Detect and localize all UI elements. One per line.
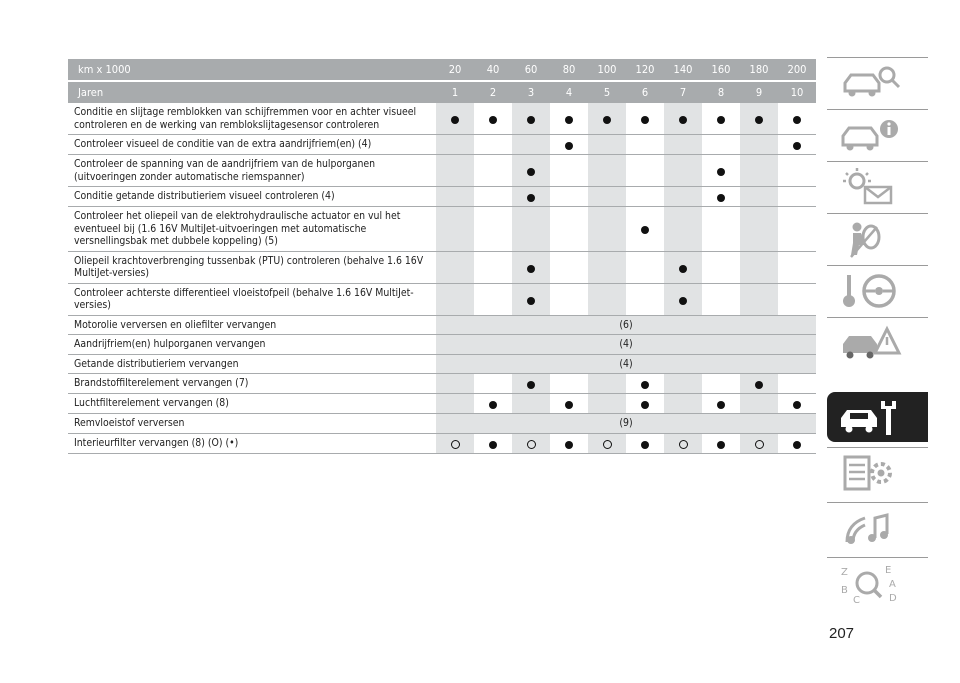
schedule-cell xyxy=(626,187,664,207)
header-value: 120 xyxy=(626,59,664,81)
required-dot-icon xyxy=(565,401,573,409)
car-wrench-icon xyxy=(837,397,907,437)
schedule-cell xyxy=(512,374,550,394)
svg-text:B: B xyxy=(841,585,848,596)
schedule-cell xyxy=(664,433,702,453)
schedule-cell xyxy=(512,207,550,252)
schedule-cell xyxy=(626,283,664,315)
required-dot-icon xyxy=(641,226,649,234)
header-value: 200 xyxy=(778,59,816,81)
schedule-cell xyxy=(778,374,816,394)
schedule-cell xyxy=(702,103,740,135)
required-dot-icon xyxy=(717,194,725,202)
schedule-cell xyxy=(778,103,816,135)
schedule-cell xyxy=(588,433,626,453)
schedule-cell xyxy=(664,155,702,187)
schedule-cell xyxy=(550,394,588,414)
schedule-cell xyxy=(778,155,816,187)
required-dot-icon xyxy=(717,168,725,176)
required-dot-icon xyxy=(679,265,687,273)
required-dot-icon xyxy=(489,441,497,449)
schedule-cell xyxy=(512,394,550,414)
schedule-cell xyxy=(436,283,474,315)
schedule-cell xyxy=(550,187,588,207)
header-value: 80 xyxy=(550,59,588,81)
optional-ring-icon xyxy=(451,440,460,449)
required-dot-icon xyxy=(793,441,801,449)
header-value: 160 xyxy=(702,59,740,81)
table-row xyxy=(68,315,816,335)
sidebar-tab-dashboard-info[interactable] xyxy=(827,109,928,160)
schedule-cell xyxy=(512,103,550,135)
required-dot-icon xyxy=(565,116,573,124)
schedule-cell xyxy=(664,207,702,252)
schedule-cell xyxy=(702,207,740,252)
svg-text:E: E xyxy=(885,565,892,576)
table-row xyxy=(68,103,816,135)
schedule-cell xyxy=(626,207,664,252)
schedule-cell xyxy=(702,433,740,453)
schedule-cell xyxy=(664,283,702,315)
svg-text:D: D xyxy=(889,593,897,603)
required-dot-icon xyxy=(565,142,573,150)
warning-light-message-icon xyxy=(837,167,907,207)
schedule-cell xyxy=(588,283,626,315)
schedule-cell xyxy=(588,374,626,394)
required-dot-icon xyxy=(527,116,535,124)
schedule-cell xyxy=(702,394,740,414)
header-value: 2 xyxy=(474,81,512,103)
schedule-cell xyxy=(778,283,816,315)
schedule-cell xyxy=(512,433,550,453)
schedule-cell xyxy=(588,103,626,135)
sidebar-tab-starting-driving[interactable] xyxy=(827,265,928,316)
schedule-cell xyxy=(778,207,816,252)
table-row xyxy=(68,374,816,394)
header-value: 1 xyxy=(436,81,474,103)
sidebar-tab-technical-specifications[interactable] xyxy=(827,447,928,498)
task-label: Controleer de spanning van de aandrijfriem van de hulporganen (uitvoeringen zonder automatische riemspanner) xyxy=(68,155,436,187)
schedule-cell xyxy=(626,433,664,453)
multimedia-icon xyxy=(837,508,907,548)
required-dot-icon xyxy=(527,381,535,389)
schedule-cell xyxy=(702,251,740,283)
header-value: 180 xyxy=(740,59,778,81)
sidebar-tab-vehicle-knowledge[interactable] xyxy=(827,57,928,108)
schedule-cell xyxy=(740,283,778,315)
table-row xyxy=(68,394,816,414)
table-row xyxy=(68,414,816,434)
required-dot-icon xyxy=(717,116,725,124)
optional-ring-icon xyxy=(755,440,764,449)
schedule-cell xyxy=(740,187,778,207)
required-dot-icon xyxy=(717,441,725,449)
schedule-cell xyxy=(702,374,740,394)
schedule-cell xyxy=(474,207,512,252)
schedule-cell xyxy=(588,187,626,207)
task-label: Controleer het oliepeil van de elektrohydraulische actuator en vul het eventueel bij (1.6 16V MultiJet-uitvoeringen met automatische versnellingsbak met dubbele koppeling) (5) xyxy=(68,207,436,252)
header-value: 8 xyxy=(702,81,740,103)
first-header-row xyxy=(68,59,816,81)
header-value: 3 xyxy=(512,81,550,103)
required-dot-icon xyxy=(755,116,763,124)
required-dot-icon xyxy=(755,381,763,389)
schedule-cell xyxy=(664,135,702,155)
schedule-cell xyxy=(740,103,778,135)
required-dot-icon xyxy=(527,168,535,176)
schedule-cell xyxy=(474,103,512,135)
required-dot-icon xyxy=(679,116,687,124)
schedule-cell xyxy=(664,187,702,207)
task-label: Motorolie verversen en oliefilter vervangen xyxy=(68,315,436,335)
interval-note: (6) xyxy=(436,315,816,335)
schedule-cell xyxy=(626,394,664,414)
schedule-cell xyxy=(664,103,702,135)
table-row xyxy=(68,335,816,355)
sidebar-tab-index[interactable] xyxy=(827,557,928,608)
table-row xyxy=(68,155,816,187)
header-value: 7 xyxy=(664,81,702,103)
required-dot-icon xyxy=(679,297,687,305)
schedule-cell xyxy=(588,251,626,283)
schedule-cell xyxy=(740,394,778,414)
required-dot-icon xyxy=(641,441,649,449)
schedule-cell xyxy=(512,251,550,283)
schedule-cell xyxy=(702,155,740,187)
schedule-cell xyxy=(474,251,512,283)
schedule-cell xyxy=(778,394,816,414)
schedule-cell xyxy=(512,187,550,207)
schedule-cell xyxy=(550,374,588,394)
table-row xyxy=(68,433,816,453)
optional-ring-icon xyxy=(527,440,536,449)
interval-note: (9) xyxy=(436,414,816,434)
header-value: 20 xyxy=(436,59,474,81)
schedule-cell xyxy=(474,135,512,155)
optional-ring-icon xyxy=(603,440,612,449)
required-dot-icon xyxy=(793,142,801,150)
schedule-cell xyxy=(512,135,550,155)
car-info-icon xyxy=(837,115,907,155)
second-header-row xyxy=(68,81,816,103)
schedule-cell xyxy=(474,283,512,315)
schedule-cell xyxy=(436,433,474,453)
required-dot-icon xyxy=(717,401,725,409)
schedule-cell xyxy=(626,155,664,187)
schedule-cell xyxy=(740,433,778,453)
schedule-cell xyxy=(626,135,664,155)
schedule-cell xyxy=(740,251,778,283)
key-steering-wheel-icon xyxy=(837,271,907,311)
required-dot-icon xyxy=(641,381,649,389)
svg-text:Z: Z xyxy=(841,567,848,578)
sidebar-tab-warning-lights[interactable] xyxy=(827,161,928,212)
required-dot-icon xyxy=(527,265,535,273)
required-dot-icon xyxy=(603,116,611,124)
schedule-cell xyxy=(588,207,626,252)
schedule-cell xyxy=(550,251,588,283)
task-label: Brandstoffilterelement vervangen (7) xyxy=(68,374,436,394)
schedule-cell xyxy=(474,394,512,414)
header-value: 4 xyxy=(550,81,588,103)
schedule-cell xyxy=(436,155,474,187)
task-label: Aandrijfriem(en) hulporganen vervangen xyxy=(68,335,436,355)
schedule-cell xyxy=(740,374,778,394)
sidebar-tab-safety[interactable] xyxy=(827,213,928,264)
svg-text:A: A xyxy=(889,579,896,590)
task-label: Controleer visueel de conditie van de extra aandrijfriem(en) (4) xyxy=(68,135,436,155)
alphabetical-index-icon xyxy=(837,563,907,603)
header-value: 9 xyxy=(740,81,778,103)
schedule-cell xyxy=(550,207,588,252)
schedule-cell xyxy=(626,251,664,283)
sidebar-tab-servicing-maintenance[interactable] xyxy=(827,392,928,442)
sidebar-tab-emergency[interactable] xyxy=(827,317,928,368)
schedule-cell xyxy=(664,374,702,394)
required-dot-icon xyxy=(641,401,649,409)
task-label: Luchtfilterelement vervangen (8) xyxy=(68,394,436,414)
schedule-cell xyxy=(512,155,550,187)
schedule-cell xyxy=(436,135,474,155)
interval-note: (4) xyxy=(436,335,816,355)
schedule-cell xyxy=(588,135,626,155)
schedule-cell xyxy=(550,155,588,187)
table-row xyxy=(68,354,816,374)
schedule-cell xyxy=(474,433,512,453)
task-label: Remvloeistof verversen xyxy=(68,414,436,434)
task-label: Controleer achterste differentieel vloeistofpeil (behalve 1.6 16V MultiJet-versies) xyxy=(68,283,436,315)
schedule-cell xyxy=(436,103,474,135)
required-dot-icon xyxy=(793,116,801,124)
task-label: Getande distributieriem vervangen xyxy=(68,354,436,374)
maintenance-schedule-table xyxy=(68,59,816,454)
schedule-cell xyxy=(436,207,474,252)
required-dot-icon xyxy=(527,297,535,305)
schedule-cell xyxy=(436,187,474,207)
schedule-cell xyxy=(702,187,740,207)
schedule-cell xyxy=(588,394,626,414)
header-value: 6 xyxy=(626,81,664,103)
table-row xyxy=(68,135,816,155)
technical-data-icon xyxy=(837,453,907,493)
schedule-cell xyxy=(740,155,778,187)
required-dot-icon xyxy=(793,401,801,409)
schedule-cell xyxy=(436,394,474,414)
header-label: km x 1000 xyxy=(68,59,436,81)
schedule-cell xyxy=(550,135,588,155)
schedule-cell xyxy=(778,135,816,155)
task-label: Interieurfilter vervangen (8) (O) (•) xyxy=(68,433,436,453)
airbag-safety-icon xyxy=(837,219,907,259)
schedule-cell xyxy=(740,135,778,155)
task-label: Conditie getande distributieriem visueel controleren (4) xyxy=(68,187,436,207)
required-dot-icon xyxy=(565,441,573,449)
schedule-cell xyxy=(702,135,740,155)
schedule-cell xyxy=(474,374,512,394)
sidebar-tab-multimedia[interactable] xyxy=(827,502,928,553)
schedule-cell xyxy=(778,433,816,453)
table-row xyxy=(68,251,816,283)
required-dot-icon xyxy=(451,116,459,124)
interval-note: (4) xyxy=(436,354,816,374)
task-label: Conditie en slijtage remblokken van schijfremmen voor en achter visueel controleren en de werking van remblokslijtagesensor controleren xyxy=(68,103,436,135)
task-label: Oliepeil krachtoverbrenging tussenbak (PTU) controleren (behalve 1.6 16V MultiJet-versies) xyxy=(68,251,436,283)
schedule-cell xyxy=(664,394,702,414)
schedule-cell xyxy=(474,155,512,187)
table-row xyxy=(68,187,816,207)
schedule-cell xyxy=(740,207,778,252)
required-dot-icon xyxy=(489,116,497,124)
header-value: 40 xyxy=(474,59,512,81)
table-row xyxy=(68,283,816,315)
schedule-cell xyxy=(436,251,474,283)
header-value: 140 xyxy=(664,59,702,81)
required-dot-icon xyxy=(489,401,497,409)
schedule-cell xyxy=(778,251,816,283)
required-dot-icon xyxy=(527,194,535,202)
schedule-cell xyxy=(702,283,740,315)
schedule-cell xyxy=(512,283,550,315)
schedule-cell xyxy=(664,251,702,283)
schedule-cell xyxy=(626,374,664,394)
schedule-cell xyxy=(588,155,626,187)
header-value: 10 xyxy=(778,81,816,103)
car-search-icon xyxy=(837,63,907,103)
table-row xyxy=(68,207,816,252)
header-label: Jaren xyxy=(68,81,436,103)
schedule-cell xyxy=(626,103,664,135)
page-number: 207 xyxy=(829,625,855,642)
schedule-cell xyxy=(778,187,816,207)
schedule-cell xyxy=(436,374,474,394)
optional-ring-icon xyxy=(679,440,688,449)
header-value: 100 xyxy=(588,59,626,81)
svg-text:C: C xyxy=(853,595,860,603)
required-dot-icon xyxy=(641,116,649,124)
header-value: 60 xyxy=(512,59,550,81)
header-value: 5 xyxy=(588,81,626,103)
schedule-cell xyxy=(550,283,588,315)
schedule-cell xyxy=(474,187,512,207)
schedule-cell xyxy=(550,433,588,453)
schedule-cell xyxy=(550,103,588,135)
car-breakdown-icon xyxy=(837,323,907,363)
